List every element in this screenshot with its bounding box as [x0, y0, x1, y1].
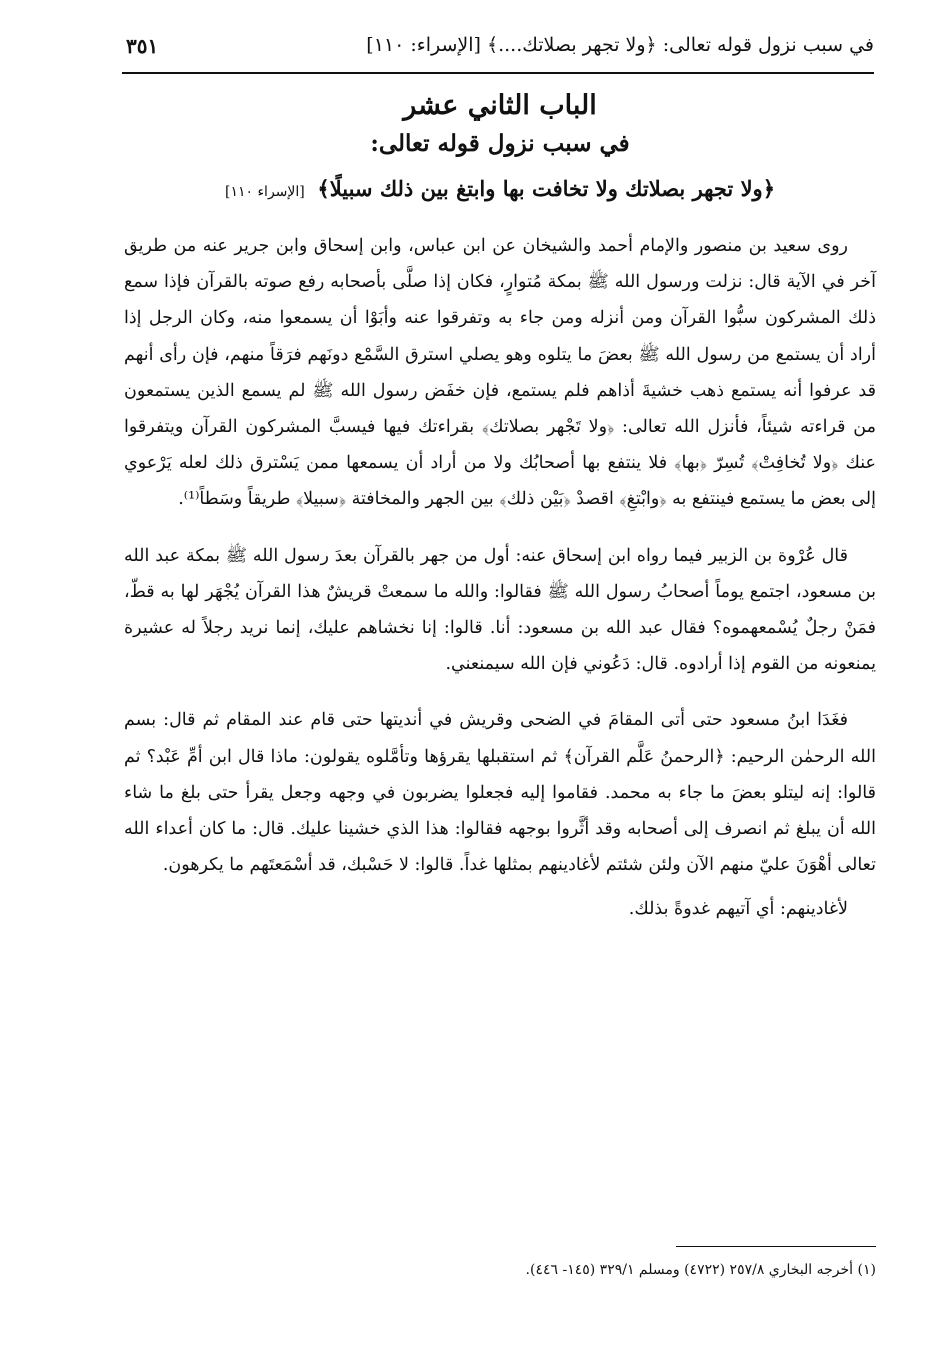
footnote: (١) أخرجه البخاري ٢٥٧/٨ (٤٧٢٢) ومسلم ٣٢٩/١ (١٤٥- ٤٤٦). — [525, 1262, 876, 1278]
running-title: في سبب نزول قوله تعالى: ﴿ولا تجهر بصلاتك....﴾ [الإسراء: ١١٠] — [366, 34, 874, 56]
verse-heading — [130, 172, 870, 209]
paragraph-2: قال عُرْوة بن الزبير فيما رواه ابن إسحاق عنه: أول من جهر بالقرآن بعدَ رسول الله ﷺ بمكة عبد الله بن مسعود، اجتمع يوماً أصحابُ رسول الله ﷺ فقالوا: والله ما سمعتْ قريشٌ هذا القرآن يُجْهَر لها به قطّ، فمَنْ رجلٌ يُسْمعهموه؟ فقال عبد الله بن مسعود: أنا. قالوا: إنا نخشاهم عليك، إنما نريد رجلاً له عشيرة يمنعونه من القوم إذا أرادوه. قال: دَعُوني فإن الله سيمنعني. — [124, 545, 876, 675]
chapter-title: الباب الثاني عشر — [403, 90, 597, 121]
chapter-subtitle: في سبب نزول قوله تعالى: — [370, 130, 630, 157]
verse-text: ﴿ولا تجهر بصلاتك ولا تخافت بها وابتغ بين ذلك سبيلًا﴾ — [317, 176, 775, 201]
body-text — [124, 228, 876, 928]
paragraph-1: روى سعيد بن منصور والإمام أحمد والشيخان عن ابن عباس، وابن إسحاق وابن جرير عنه من طريق آخر في الآية قال: نزلت ورسول الله ﷺ بمكة مُتوارٍ، فكان إذا صلَّى بأصحابه رفع صوته بالقرآن فإذا سمع ذلك المشركون سبُّوا القرآن ومن أنزله ومن جاء به وتفرقوا عنه وأبَوْا أن يسمعوا منه، وكان الرجل إذا أراد أن يستمع من رسول الله ﷺ بعضَ ما يتلوه وهو يصلي استرق السَّمْع دونَهم فرَقاً منهم، فإن رأى أنهم قد عرفوا أنه يستمع ذهب خشيةَ أذاهم فلم يستمع، فإن خفَض رسول الله ﷺ لم يسمع الذين يستمعون من قراءته شيئاً، فأنزل الله تعالى: ﴿ولا تَجْهر بصلاتك﴾ بقراءتك فيها فيسبَّ المشركون القرآن ويتفرقوا عنك ﴿ولا تُخافِتْ﴾ تُسِرّ ﴿بها﴾ فلا ينتفع بها أصحابُك ولا من أراد أن يسمعها ممن يَسْترق ذلك لعله يَرْعوي إلى بعض ما يستمع فينتفع به ﴿وابْتغِ﴾ اقصدْ ﴿بَيْن ذلك﴾ بين الجهر والمخافتة ﴿سبيلا﴾ طريقاً وسَطاً⁽¹⁾. — [124, 236, 876, 510]
footnote-divider — [676, 1246, 876, 1247]
header-divider — [122, 72, 874, 74]
paragraph-3: فغَدَا ابنُ مسعود حتى أتى المقامَ في الضحى وقريش في أنديتها حتى قام عند المقام ثم قال: بسم الله الرحمٰن الرحيم: ﴿الرحمنُ عَلَّم القرآن﴾ ثم استقبلها يقرؤها وتأمَّلوه يقولون: ماذا قال ابن أمِّ عَبْد؟ ثم قالوا: إنه ليتلو بعضَ ما جاء به محمد. فقاموا إليه فجعلوا يضربون في وجهه وجعل يقرأ حتى بلغ ما شاء الله أن يبلغ ثم انصرف إلى أصحابه وقد أثَّروا بوجهه فقالوا: هذا الذي خشينا عليك. قال: ما كان أعداء الله تعالى أهْوَنَ عليّ منهم الآن ولئن شئتم لأغادينهم بمثلها غداً. قالوا: لا حَسْبك، قد أسْمَعتَهم ما يكرهون. — [124, 710, 876, 876]
running-header — [122, 28, 874, 68]
page-number: ٣٥١ — [126, 34, 159, 58]
verse-reference: [الإسراء ١١٠] — [224, 184, 305, 200]
paragraph-4: لأغادينهم: أي آتيهم غدوةً بذلك. — [628, 899, 848, 920]
chapter-heading — [130, 86, 870, 209]
